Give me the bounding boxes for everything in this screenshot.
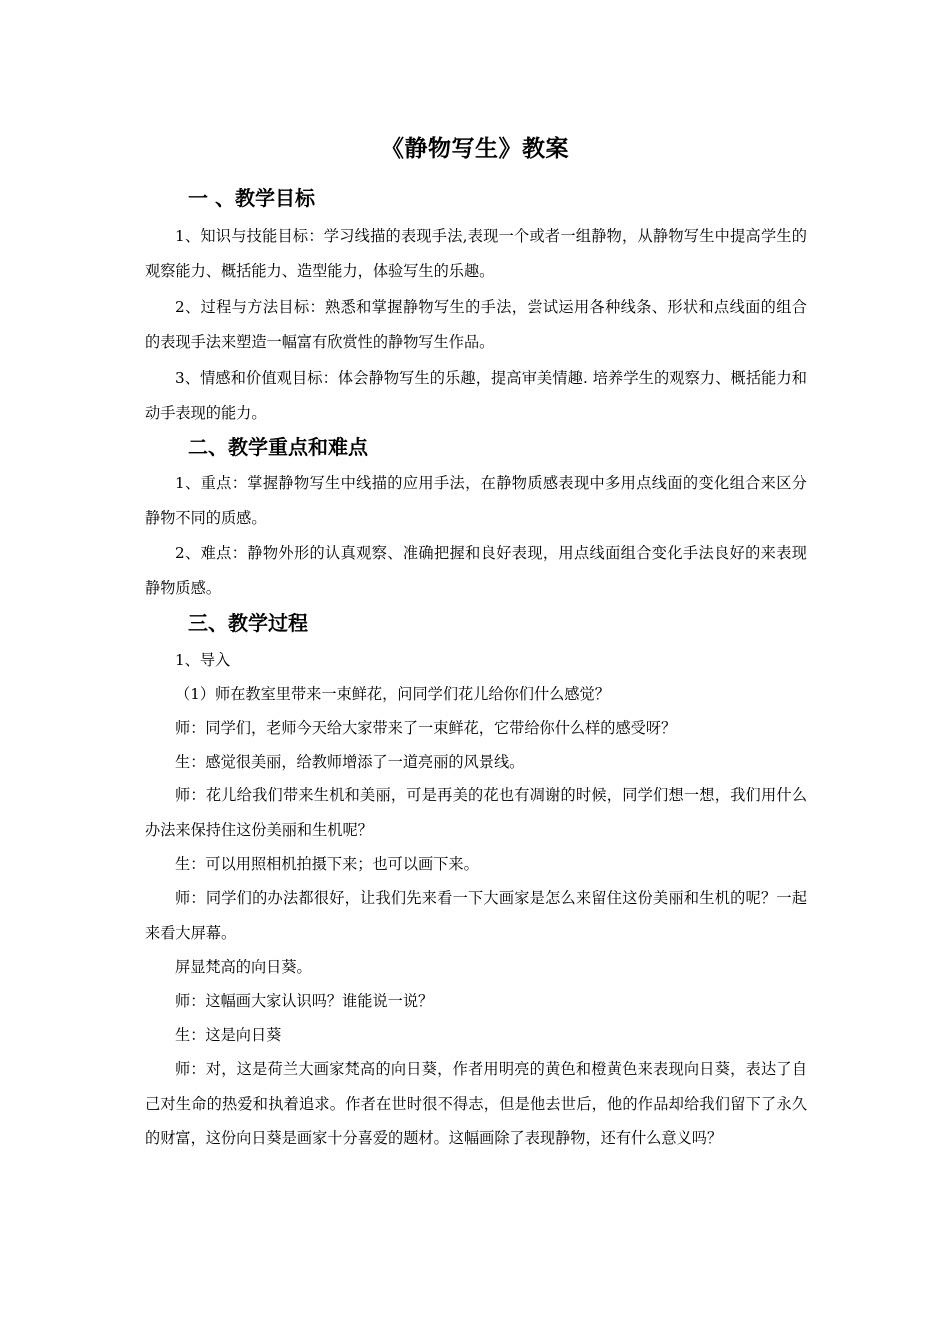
process-line: 师：同学们，老师今天给大家带来了一束鲜花，它带给你什么样的感受呀？ bbox=[175, 719, 677, 737]
document-title: 《静物写生》教案 bbox=[381, 136, 569, 162]
section-heading-key-points: 二、教学重点和难点 bbox=[188, 435, 368, 459]
process-line: 生：可以用照相机拍摄下来；也可以画下来。 bbox=[175, 855, 479, 873]
process-paragraph: 师：同学们的办法都很好，让我们先来看一下大画家是怎么来留住这份美丽和生机的呢？一起来看大屏幕。 bbox=[145, 889, 807, 942]
process-line: 1、导入 bbox=[175, 651, 231, 669]
paragraph-process-goal: 2、过程与方法目标：熟悉和掌握静物写生的手法，尝试运用各种线条、形状和点线面的组合的表现手法来塑造一幅富有欣赏性的静物写生作品。 bbox=[145, 298, 807, 351]
process-line: 师：这幅画大家认识吗？谁能说一说？ bbox=[175, 992, 434, 1010]
process-line: （1）师在教室里带来一束鲜花，问同学们花儿给你们什么感觉？ bbox=[175, 685, 610, 703]
paragraph-key-point: 1、重点：掌握静物写生中线描的应用手法，在静物质感表现中多用点线面的变化组合来区分静物不同的质感。 bbox=[145, 474, 807, 527]
section-heading-objectives: 一 、教学目标 bbox=[188, 186, 315, 210]
section-heading-process: 三、教学过程 bbox=[188, 611, 308, 635]
process-line: 生：这是向日葵 bbox=[175, 1026, 282, 1044]
paragraph-difficult-point: 2、难点：静物外形的认真观察、准确把握和良好表现，用点线面组合变化手法良好的来表现静物质感。 bbox=[145, 544, 807, 597]
process-line: 屏显梵高的向日葵。 bbox=[175, 958, 312, 976]
paragraph-knowledge-goal: 1、知识与技能目标：学习线描的表现手法,表现一个或者一组静物，从静物写生中提高学生的观察能力、概括能力、造型能力，体验写生的乐趣。 bbox=[145, 227, 807, 280]
process-paragraph: 师：花儿给我们带来生机和美丽，可是再美的花也有凋谢的时候，同学们想一想，我们用什么办法来保持住这份美丽和生机呢？ bbox=[145, 786, 807, 839]
process-paragraph: 师：对，这是荷兰大画家梵高的向日葵，作者用明亮的黄色和橙黄色来表现向日葵，表达了自己对生命的热爱和执着追求。作者在世时很不得志，但是他去世后，他的作品却给我们留下了永久的财富，这份向日葵是画家十分喜爱的题材。这幅画除了表现静物，还有什么意义吗？ bbox=[145, 1060, 807, 1147]
process-line: 生：感觉很美丽，给教师增添了一道亮丽的风景线。 bbox=[175, 753, 525, 771]
paragraph-emotion-goal: 3、情感和价值观目标：体会静物写生的乐趣，提高审美情趣. 培养学生的观察力、概括能力和动手表现的能力。 bbox=[145, 369, 807, 422]
